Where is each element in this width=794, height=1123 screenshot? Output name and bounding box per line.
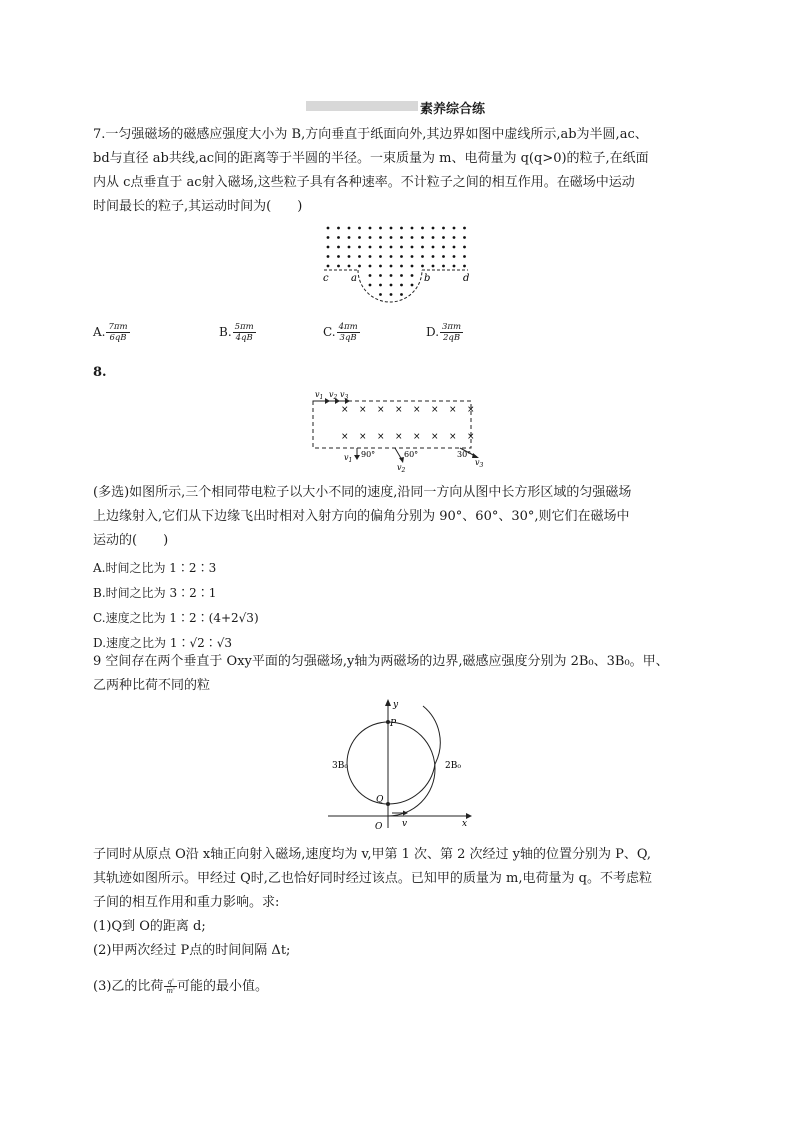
q7-option-a-letter: A. xyxy=(93,325,106,339)
field-dot xyxy=(453,227,456,230)
field-dot xyxy=(348,236,351,239)
field-dot xyxy=(358,255,361,258)
q7-option-c[interactable] xyxy=(323,322,360,343)
field-dot xyxy=(400,274,403,277)
field-dot xyxy=(411,236,414,239)
field-dot xyxy=(400,265,403,268)
q9-body-line-2: 其轨迹如图所示。甲经过 Q时,乙也恰好同时经过该点。已知甲的质量为 m,电荷量为 q。不考虑粒 xyxy=(93,871,652,886)
q8-exit-v2-label: $v_2$ xyxy=(397,463,406,472)
q9-intro xyxy=(93,650,703,698)
q9-intro-line-1: 9 空间存在两个垂直于 Oxy平面的匀强磁场,y轴为两磁场的边界,磁感应强度分别为 2B₀、3B₀。甲、 xyxy=(93,654,669,669)
q8-option-b[interactable]: B.时间之比为 3∶2∶1 xyxy=(93,586,217,600)
field-dot xyxy=(463,246,466,249)
field-dot xyxy=(390,255,393,258)
q8-label-v3-top: $v_3$ xyxy=(340,390,349,401)
q8-field-crosses xyxy=(341,405,475,442)
q7-line-4: 时间最长的粒子,其运动时间为( ) xyxy=(93,199,303,214)
field-dot xyxy=(390,265,393,268)
field-dot xyxy=(369,284,372,287)
q8-figure xyxy=(305,386,495,472)
field-dot xyxy=(369,274,372,277)
field-dot xyxy=(453,236,456,239)
field-dot xyxy=(390,227,393,230)
q8-line-3: 运动的( ) xyxy=(93,533,169,548)
field-cross: × xyxy=(359,405,367,415)
field-cross: × xyxy=(431,432,439,442)
q7-option-d-letter: D. xyxy=(426,325,440,339)
field-dot xyxy=(390,284,393,287)
field-dot xyxy=(327,265,330,268)
field-dot xyxy=(421,255,424,258)
field-dot xyxy=(358,265,361,268)
field-dot xyxy=(421,227,424,230)
field-dot xyxy=(411,284,414,287)
field-dot xyxy=(453,255,456,258)
field-dot xyxy=(400,227,403,230)
q7-option-a-den: 6qB xyxy=(109,333,127,343)
field-dot xyxy=(390,246,393,249)
q9-part-3-frac-den: m' xyxy=(166,987,175,995)
q7-line-1: 7.一匀强磁场的磁感应强度大小为 B,方向垂直于纸面向外,其边界如图中虚线所示,ab为半圆,ac、 xyxy=(93,127,648,142)
field-dot xyxy=(400,255,403,258)
q9-label-v: v xyxy=(402,819,408,829)
field-cross: × xyxy=(413,432,421,442)
field-dot xyxy=(453,246,456,249)
q8-exit-v1-label: $v_1$ xyxy=(344,453,353,464)
field-dot xyxy=(379,274,382,277)
q7-line-3: 内从 c点垂直于 ac射入磁场,这些粒子具有各种速率。不计粒子之间的相互作用。在磁场中运动 xyxy=(93,175,635,190)
q9-label-x: x xyxy=(462,819,468,829)
q8-option-a[interactable]: A.时间之比为 1∶2∶3 xyxy=(93,561,217,575)
field-dot xyxy=(358,236,361,239)
q9-part-3-post: 可能的最小值。 xyxy=(176,979,268,994)
field-dot xyxy=(369,236,372,239)
section-title-bar xyxy=(306,101,418,111)
field-dot xyxy=(442,227,445,230)
q8-line-2: 上边缘射入,它们从下边缘飞出时相对入射方向的偏角分别为 90°、60°、30°,则它们在磁场中 xyxy=(93,509,630,524)
field-dot xyxy=(411,274,414,277)
q9-figure xyxy=(320,696,480,836)
field-dot xyxy=(327,255,330,258)
field-cross: × xyxy=(359,432,367,442)
field-cross: × xyxy=(431,405,439,415)
q8-angle-60: 60° xyxy=(404,450,419,459)
field-cross: × xyxy=(467,405,475,415)
field-dot xyxy=(337,255,340,258)
q9-part-2: (2)甲两次经过 P点的时间间隔 Δt; xyxy=(93,943,291,958)
field-dot xyxy=(369,265,372,268)
field-cross: × xyxy=(449,405,457,415)
q8-angle-90: 90° xyxy=(361,450,376,459)
field-dot xyxy=(411,227,414,230)
field-dot xyxy=(432,265,435,268)
q7-label-a: a xyxy=(351,273,357,284)
q7-option-d-den: 2qB xyxy=(442,333,461,343)
field-dot xyxy=(463,255,466,258)
q8-options xyxy=(93,556,493,656)
field-cross: × xyxy=(395,405,403,415)
field-dot xyxy=(379,236,382,239)
field-dot xyxy=(337,236,340,239)
q7-option-a[interactable] xyxy=(93,322,130,343)
q8-option-c[interactable]: C.速度之比为 1∶2∶(4+2√3) xyxy=(93,611,259,625)
field-dot xyxy=(379,284,382,287)
field-dot xyxy=(411,246,414,249)
field-dot xyxy=(421,246,424,249)
q9-label-p: P xyxy=(390,719,397,729)
field-dot xyxy=(390,236,393,239)
field-dot xyxy=(432,236,435,239)
q9-intro-line-2: 乙两种比荷不同的粒 xyxy=(93,678,211,693)
field-dot xyxy=(463,265,466,268)
q9-label-o: O xyxy=(375,822,383,832)
q7-option-b-num: 5πm xyxy=(234,322,254,332)
field-dot xyxy=(379,255,382,258)
field-dot xyxy=(442,255,445,258)
q7-figure xyxy=(318,222,478,308)
q9-part-1: (1)Q到 O的距离 d; xyxy=(93,919,206,934)
field-dot xyxy=(369,255,372,258)
field-dot xyxy=(327,236,330,239)
q7-option-d[interactable] xyxy=(426,322,463,343)
field-dot xyxy=(337,227,340,230)
field-dot xyxy=(442,236,445,239)
q7-option-b-den: 4qB xyxy=(235,333,253,343)
field-dot xyxy=(432,255,435,258)
q9-body-line-1: 子同时从原点 O沿 x轴正向射入磁场,速度均为 v,甲第 1 次、第 2 次经过 y轴的位置分别为 P、Q, xyxy=(93,847,652,862)
q8-label-v2-top: $v_2$ xyxy=(329,390,338,401)
q7-option-c-letter: C. xyxy=(323,325,336,339)
q7-label-c: c xyxy=(323,273,329,284)
q7-option-c-den: 3qB xyxy=(339,333,357,343)
field-dot xyxy=(379,293,382,296)
field-dot xyxy=(442,246,445,249)
field-dot xyxy=(453,265,456,268)
field-dot xyxy=(400,284,403,287)
q7-option-b-letter: B. xyxy=(219,325,232,339)
q7-field-dots xyxy=(327,227,466,296)
q9-part-3 xyxy=(93,975,268,999)
field-dot xyxy=(327,227,330,230)
field-cross: × xyxy=(341,405,349,415)
field-dot xyxy=(379,265,382,268)
q7-stem xyxy=(93,123,703,219)
field-dot xyxy=(369,246,372,249)
q8-number: 8. xyxy=(93,365,107,380)
q9-left-arc xyxy=(347,722,388,804)
q8-exit-v1-arrow xyxy=(354,455,360,460)
field-dot xyxy=(463,236,466,239)
field-dot xyxy=(337,265,340,268)
q8-field-region xyxy=(313,401,471,448)
field-dot xyxy=(358,246,361,249)
field-cross: × xyxy=(467,432,475,442)
q9-body-line-3: 子间的相互作用和重力影响。求: xyxy=(93,895,280,910)
field-dot xyxy=(379,227,382,230)
field-dot xyxy=(348,227,351,230)
q7-label-d: d xyxy=(463,273,470,284)
q9-body xyxy=(93,843,703,963)
q7-option-c-num: 4πm xyxy=(338,322,358,332)
field-dot xyxy=(390,293,393,296)
q8-exit-v3-label: $v_3$ xyxy=(475,458,484,469)
field-cross: × xyxy=(377,432,385,442)
field-cross: × xyxy=(341,432,349,442)
field-dot xyxy=(400,293,403,296)
q8-angle-30: 30° xyxy=(457,450,472,459)
q7-label-b: b xyxy=(424,273,431,284)
field-dot xyxy=(348,246,351,249)
q8-stem xyxy=(93,481,703,553)
field-dot xyxy=(400,236,403,239)
q9-y-axis-arrow xyxy=(385,699,391,706)
field-cross: × xyxy=(413,405,421,415)
q9-label-2b0: 2B₀ xyxy=(445,761,461,771)
field-dot xyxy=(348,265,351,268)
field-cross: × xyxy=(449,432,457,442)
field-dot xyxy=(411,265,414,268)
q7-option-b[interactable] xyxy=(219,322,256,343)
q9-label-3b0: 3B₀ xyxy=(332,761,348,771)
field-dot xyxy=(411,255,414,258)
field-dot xyxy=(432,246,435,249)
q8-option-d[interactable]: D.速度之比为 1∶√2∶√3 xyxy=(93,636,233,650)
field-dot xyxy=(421,265,424,268)
field-dot xyxy=(369,227,372,230)
q9-label-y: y xyxy=(393,700,399,710)
q8-label-v1-top: $v_1$ xyxy=(315,390,324,401)
q9-right-arc-1 xyxy=(388,722,435,816)
field-dot xyxy=(400,246,403,249)
q7-option-a-num: 7πm xyxy=(108,322,128,332)
field-dot xyxy=(390,274,393,277)
field-dot xyxy=(358,227,361,230)
field-dot xyxy=(442,265,445,268)
q9-velocity-arrow xyxy=(403,811,408,816)
field-dot xyxy=(348,255,351,258)
field-dot xyxy=(337,246,340,249)
section-title: 素养综合练 xyxy=(420,102,486,117)
q7-option-d-num: 3πm xyxy=(442,322,462,332)
q8-line-1: (多选)如图所示,三个相同带电粒子以大小不同的速度,沿同一方向从图中长方形区域的匀强磁场 xyxy=(93,485,632,500)
field-cross: × xyxy=(395,432,403,442)
field-cross: × xyxy=(377,405,385,415)
q7-line-2: bd与直径 ab共线,ac间的距离等于半圆的半径。一束质量为 m、电荷量为 q(q>0)的粒子,在纸面 xyxy=(93,151,649,166)
q9-label-q: Q xyxy=(376,795,384,805)
q9-part-3-frac-num: q' xyxy=(164,978,177,987)
q9-part-3-pre: (3)乙的比荷 xyxy=(93,979,164,994)
field-dot xyxy=(432,227,435,230)
field-dot xyxy=(463,227,466,230)
field-dot xyxy=(379,246,382,249)
field-dot xyxy=(327,246,330,249)
field-dot xyxy=(421,236,424,239)
